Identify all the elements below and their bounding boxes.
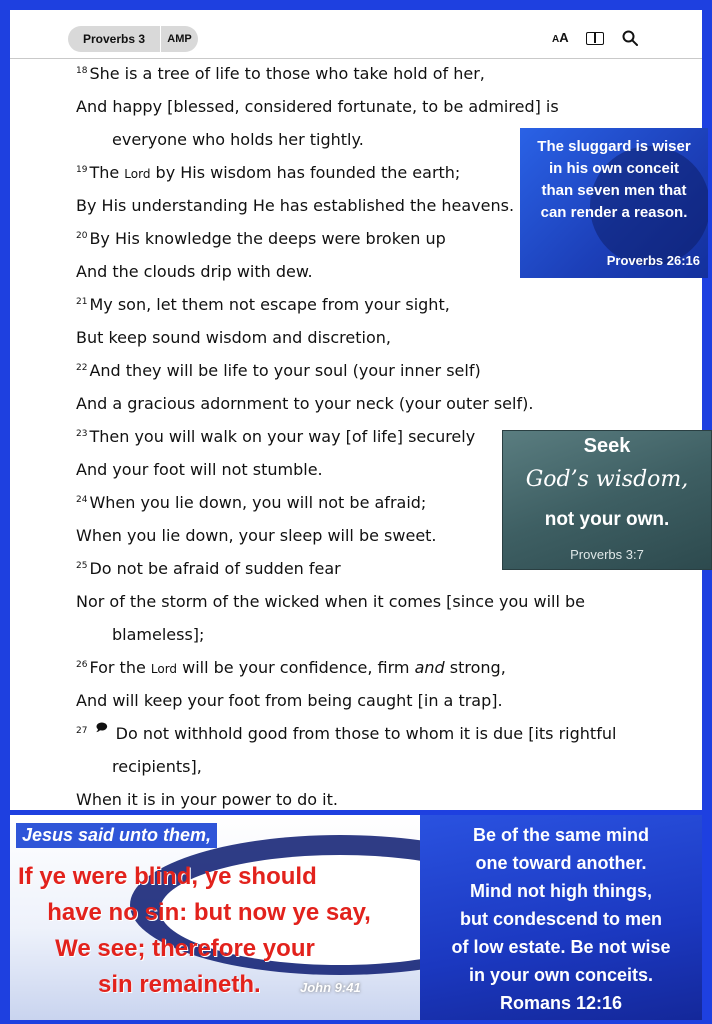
verse-line: $^{22}$ And they will be life to your soul (your inner self) <box>76 361 481 380</box>
verse-line: $^{19}$ The Lord by His wisdom has founded the earth; <box>76 163 461 182</box>
quote-line: Seek <box>583 435 631 457</box>
quote-line: Mind not high things, <box>470 881 652 901</box>
verse-line: And will keep your foot from being caught [in a trap]. <box>76 691 503 710</box>
verse-line: And happy [blessed, considered fortunate, to be admired] is <box>76 97 559 116</box>
verse-line: And the clouds drip with dew. <box>76 262 313 281</box>
verse-line: everyone who holds her tightly. <box>112 130 364 149</box>
book-chapter-button[interactable]: Proverbs 3 <box>83 32 146 46</box>
quote-heading: Jesus said unto them, <box>16 823 217 848</box>
quote-reference: John 9:41 <box>300 980 361 995</box>
reader-page <box>10 10 702 810</box>
verse-line: When it is in your power to do it. <box>76 790 338 809</box>
quote-line: Be of the same mind <box>472 825 650 845</box>
comment-icon[interactable]: 🗩 <box>95 721 108 734</box>
verse-line: blameless]; <box>112 625 205 644</box>
verse-line: recipients], <box>112 757 202 776</box>
quote-line: We see; therefore your <box>55 935 315 962</box>
seek-wisdom-image <box>502 430 712 570</box>
john-quote-image <box>10 815 420 1020</box>
verse-line: And a gracious adornment to your neck (your outer self). <box>76 394 534 413</box>
quote-line: one toward another. <box>475 853 647 873</box>
quote-line: can render a reason. <box>540 204 688 221</box>
quote-reference: Romans 12:16 <box>499 993 623 1013</box>
quote-line: in his own conceit <box>548 160 679 177</box>
verse-line: $^{21}$ My son, let them not escape from your sight, <box>76 295 450 314</box>
quote-line: but condescend to men <box>459 909 663 929</box>
quote-line: of low estate. Be not wise <box>451 937 671 957</box>
book-icon[interactable] <box>586 32 604 45</box>
quote-reference: Proverbs 3:7 <box>570 547 644 562</box>
verse-line: But keep sound wisdom and discretion, <box>76 328 391 347</box>
verse-line: $^{20}$ By His knowledge the deeps were broken up <box>76 229 446 248</box>
quote-line: God’s wisdom, <box>525 467 689 492</box>
verse-line: $^{24}$ When you lie down, you will not be afraid; <box>76 493 427 512</box>
quote-line: The sluggard is wiser <box>537 138 691 155</box>
verse-line: And your foot will not stumble. <box>76 460 323 479</box>
quote-line: have no sin: but now ye say, <box>47 899 371 926</box>
top-toolbar <box>10 10 702 59</box>
verse-line: $^{18}$ She is a tree of life to those who take hold of her, <box>76 64 485 83</box>
verse-line: By His understanding He has established the heavens. <box>76 196 515 215</box>
quote-line: in your own conceits. <box>468 965 654 985</box>
text-size-icon[interactable]: AA <box>552 30 569 45</box>
search-icon[interactable] <box>622 30 638 46</box>
verse-line: Nor of the storm of the wicked when it comes [since you will be <box>76 592 586 611</box>
verse-line: $^{23}$ Then you will walk on your way [of life] securely <box>76 427 476 446</box>
romans-quote-image <box>420 815 702 1020</box>
quote-line: If ye were blind, ye should <box>18 863 317 890</box>
sluggard-quote-image <box>520 128 708 278</box>
verse-line: $^{25}$ Do not be afraid of sudden fear <box>76 559 341 578</box>
verse-line: $^{27}$ 🗩 Do not withhold good from those to whom it is due [its rightful <box>76 724 616 747</box>
quote-line: than seven men that <box>541 182 687 199</box>
verse-line: When you lie down, your sleep will be sweet. <box>76 526 437 545</box>
quote-reference: Proverbs 26:16 <box>606 253 700 268</box>
quote-line: not your own. <box>544 509 670 530</box>
version-button[interactable]: AMP <box>167 33 192 45</box>
verse-line: $^{26}$ For the Lord will be your confidence, firm and strong, <box>76 658 506 677</box>
quote-line: sin remaineth. <box>98 971 261 998</box>
